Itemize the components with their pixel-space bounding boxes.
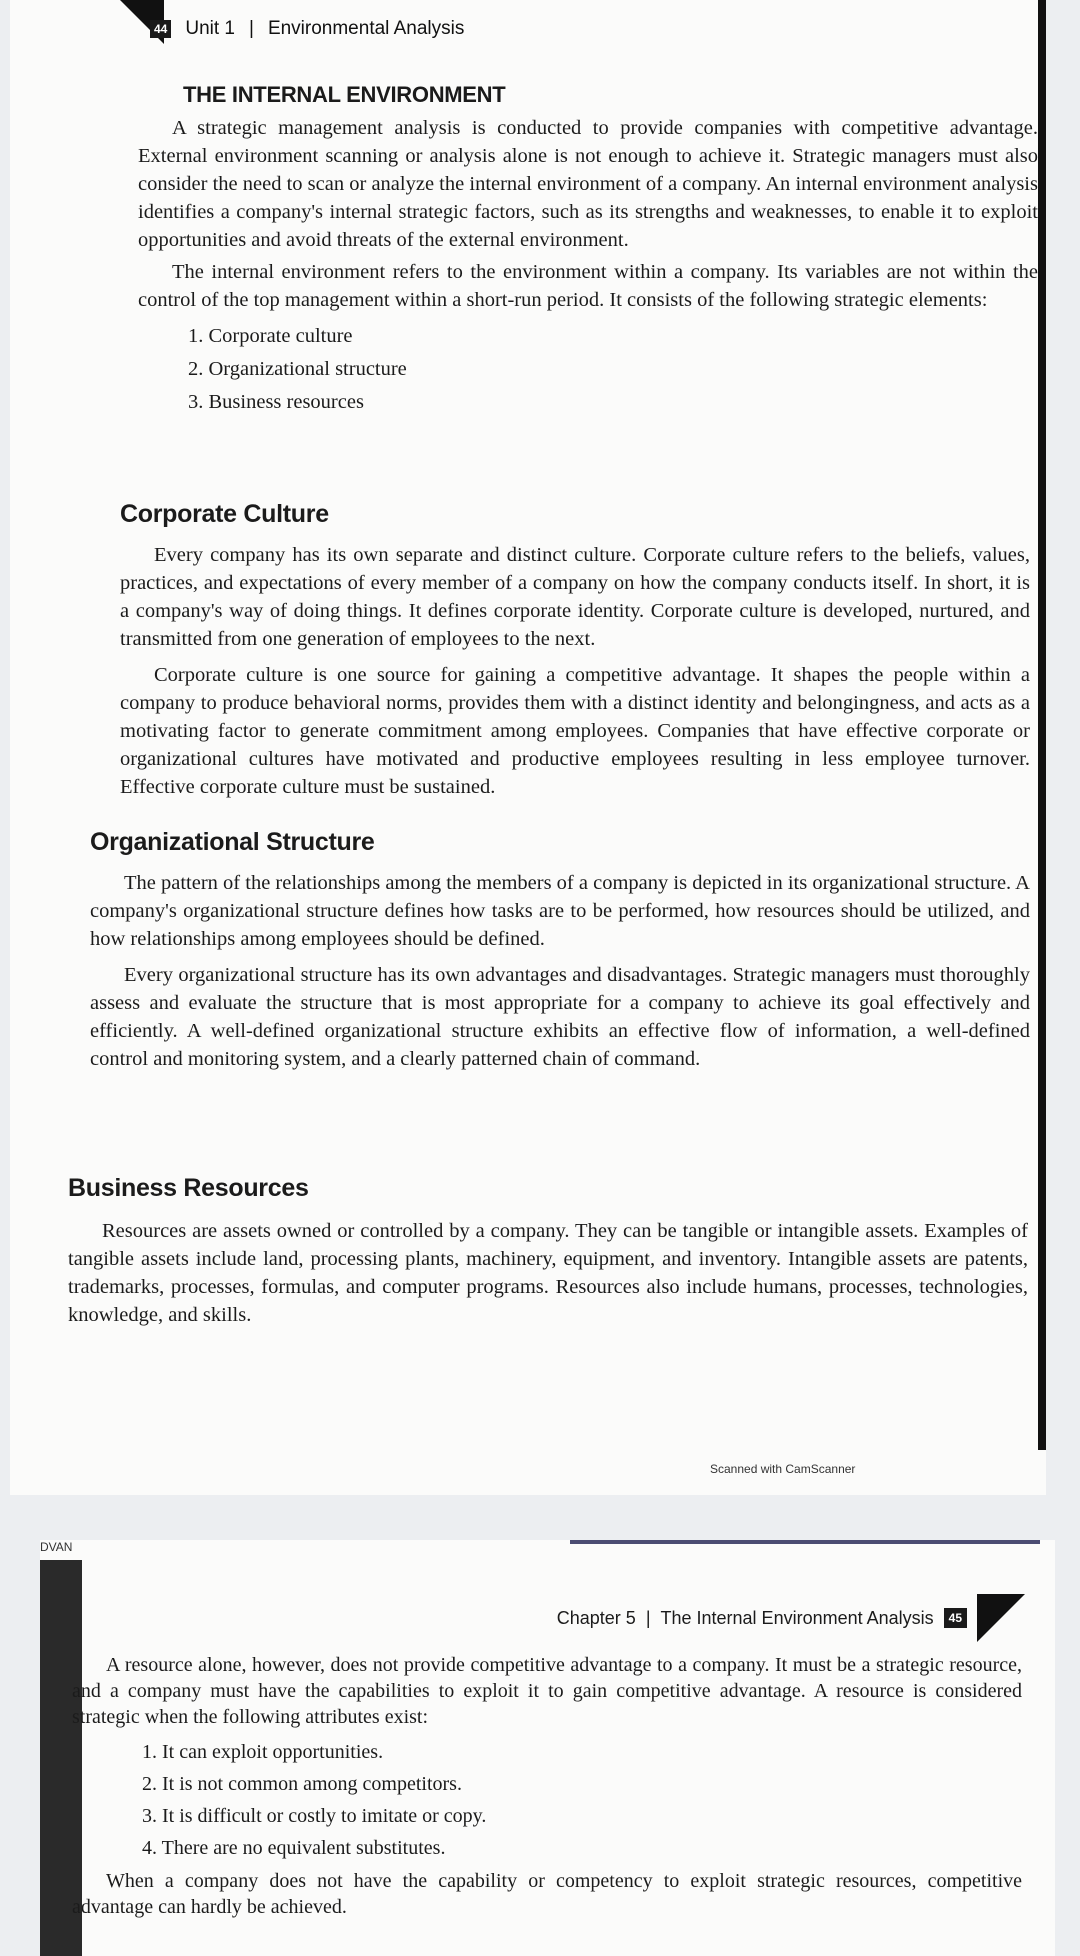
section-title: THE INTERNAL ENVIRONMENT	[183, 82, 506, 107]
header-chapter: Chapter 5	[556, 1607, 636, 1628]
header-title: Environmental Analysis	[267, 18, 465, 39]
paragraph: Every organizational structure has its own advantages and disadvantages. Strategic managers must thoroughly assess and evaluate the structure that is most appropriate for a company to achieve its goal effectively and efficiently. A well-defined organizational structure exhibits an effective flow of information, a well-defined control and monitoring system, and a clearly patterned chain of command.	[90, 964, 1030, 1070]
list-item: 2. It is not common among competitors.	[142, 1773, 462, 1795]
page-edge-shadow	[1038, 0, 1046, 1450]
list-item: 1. It can exploit opportunities.	[142, 1741, 384, 1763]
paragraph: Resources are assets owned or controlled by a company. They can be tangible or intangible assets. Examples of tangible assets include land, processing plants, machinery, equipment, and inventory. Intangible assets are patents, trademarks, processes, formulas, and computer programs. Resources also include humans, processes, technologies, knowledge, and skills.	[68, 1220, 1028, 1326]
header-title: The Internal Environment Analysis	[660, 1607, 934, 1628]
page-corner-triangle	[977, 1594, 1025, 1642]
paragraph: Corporate culture is one source for gaining a competitive advantage. It shapes the people within a company to produce behavioral norms, provides them with a distinct identity and belongingness, and acts as a motivating factor to generate commitment among employees. Companies that have effective corporate or organizational cultures have motivated and productive employees resulting in less employee turnover. Effective corporate culture must be sustained.	[120, 664, 1030, 798]
paragraph: A strategic management analysis is conducted to provide companies with competitive advantage. External environment scanning or analysis alone is not enough to achieve it. Strategic managers must also consider the need to scan or analyze the internal environment of a company. An internal environment analysis identifies a company's internal strategic factors, such as its strengths and weaknesses, to enable it to exploit opportunities and avoid threats of the external environment.	[138, 117, 1038, 251]
list-item: 2. Organizational structure	[188, 358, 407, 380]
paragraph: A resource alone, however, does not provide competitive advantage to a company. It must be a strategic resource, and a company must have the capabilities to exploit it to gain competitive advantage. A resource is considered strategic when the following attributes exist:	[72, 1654, 1022, 1728]
section-internal-environment	[138, 82, 1038, 419]
list-item: 4. There are no equivalent substitutes.	[142, 1837, 446, 1859]
list-item: 3. Business resources	[188, 391, 364, 413]
header-separator: |	[249, 18, 254, 39]
section-title: Business Resources	[68, 1174, 309, 1202]
corner-fragment-text: DVAN	[40, 1540, 73, 1554]
attributes-list	[142, 1736, 1022, 1864]
scanner-watermark: Scanned with CamScanner	[710, 1462, 856, 1476]
paragraph: Every company has its own separate and distinct culture. Corporate culture refers to the beliefs, values, practices, and expectations of every member of a company on how the company conducts itself. In short, it is a company's way of doing things. It defines corporate identity. Corporate culture is developed, nurtured, and transmitted from one generation of employees to the next.	[120, 544, 1030, 650]
paragraph: When a company does not have the capability or competency to exploit strategic resources, competitive advantage can hardly be achieved.	[72, 1870, 1022, 1918]
running-header	[150, 18, 464, 40]
paragraph: The internal environment refers to the environment within a company. Its variables are not within the control of the top management within a short-run period. It consists of the following strategic elements:	[138, 261, 1038, 311]
section-title: Organizational Structure	[90, 828, 375, 856]
list-item: 3. It is difficult or costly to imitate or copy.	[142, 1805, 487, 1827]
paragraph: The pattern of the relationships among the members of a company is depicted in its organizational structure. A company's organizational structure defines how tasks are to be performed, how resources should be utilized, and how relationships among employees should be defined.	[90, 872, 1030, 950]
top-rule	[570, 1540, 1040, 1544]
list-item: 1. Corporate culture	[188, 325, 353, 347]
header-unit: Unit 1	[185, 18, 235, 39]
page-number: 45	[944, 1608, 967, 1628]
page-44	[10, 0, 1046, 1495]
header-separator: |	[645, 1607, 651, 1628]
section-title: Corporate Culture	[120, 500, 329, 528]
section-strategic-resource	[72, 1652, 1022, 1920]
page-number: 44	[150, 20, 171, 38]
page-45	[40, 1540, 1055, 1956]
elements-list	[188, 320, 1038, 419]
running-header	[557, 1594, 1025, 1642]
section-business-resources	[68, 1174, 1028, 1329]
section-organizational-structure	[90, 828, 1030, 1073]
section-corporate-culture	[120, 500, 1030, 801]
